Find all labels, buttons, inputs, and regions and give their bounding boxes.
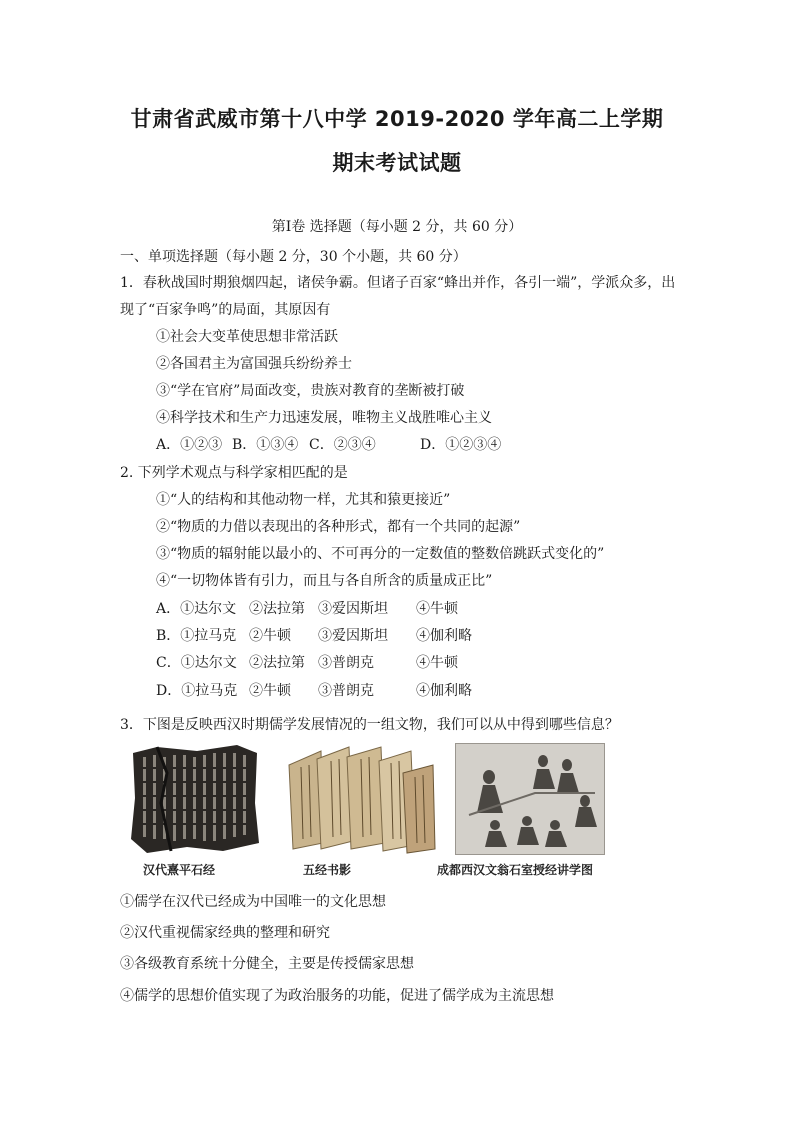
doc-title-line2: 期末考试试题 <box>332 151 462 175</box>
q1-choice-d: D．①②③④ <box>420 437 502 453</box>
section-title: 第Ⅰ卷 选择题（每小题 2 分，共 60 分） <box>271 219 523 235</box>
q2-item: ④“一切物体皆有引力，而且与各自所含的质量成正比” <box>156 573 493 589</box>
q3-figure <box>127 743 605 878</box>
q3-stem: 3．下图是反映西汉时期儒学发展情况的一组文物，我们可以从中得到哪些信息？ <box>120 717 619 733</box>
q2-choice-cell: ②法拉第 <box>249 655 305 671</box>
lecture-relief-image <box>455 743 605 855</box>
q2-choice-cell: ②法拉第 <box>249 601 305 617</box>
q1-stem-line1: 1．春秋战国时期狼烟四起，诸侯争霸。但诸子百家“蜂出并作，各引一端”，学派众多，出 <box>120 275 676 291</box>
q2-choice-cell: ②牛顿 <box>249 628 291 644</box>
q3-item: ③各级教育系统十分健全，主要是传授儒家思想 <box>120 956 414 972</box>
q2-choice-cell: ③普朗克 <box>318 655 374 671</box>
q2-choice-cell: ③普朗克 <box>318 683 374 699</box>
q3-item: ②汉代重视儒家经典的整理和研究 <box>120 925 330 941</box>
q2-item: ③“物质的辐射能以最小的、不可再分的一定数值的整数倍跳跃式变化的” <box>156 546 605 562</box>
q1-choice-b: B．①③④ <box>232 437 299 453</box>
q2-choice-row <box>156 682 556 700</box>
q2-choice-cell: C．①达尔文 <box>156 655 237 671</box>
q3-item: ①儒学在汉代已经成为中国唯一的文化思想 <box>120 894 386 910</box>
q2-choice-cell: D．①拉马克 <box>156 683 238 699</box>
q2-choice-cell: ④牛顿 <box>416 655 458 671</box>
q2-choice-cell: ④伽利略 <box>416 683 472 699</box>
q2-choice-cell: ③爱因斯坦 <box>318 601 388 617</box>
q2-choice-cell: ②牛顿 <box>249 683 291 699</box>
q1-choice-a: A．①②③ <box>156 437 223 453</box>
caption-lecture-relief: 成都西汉文翁石室授经讲学图 <box>437 863 594 877</box>
q2-item: ②“物质的力借以表现出的各种形式，都有一个共同的起源” <box>156 519 521 535</box>
part-title: 一、单项选择题（每小题 2 分，30 个小题，共 60 分） <box>120 249 467 265</box>
q1-item: ③“学在官府”局面改变，贵族对教育的垄断被打破 <box>156 383 465 399</box>
q1-choice-c: C．②③④ <box>309 437 376 453</box>
doc-title-line1: 甘肃省武威市第十八中学 2019-2020 学年高二上学期 <box>130 107 664 131</box>
q2-choice-cell: ③爱因斯坦 <box>318 628 388 644</box>
caption-five-classics: 五经书影 <box>303 863 352 877</box>
five-classics-books-image <box>287 743 437 855</box>
q1-item: ②各国君主为富国强兵纷纷养士 <box>156 356 352 372</box>
q2-choice-row <box>156 627 556 645</box>
stone-classic-image <box>127 743 262 855</box>
q1-item: ④科学技术和生产力迅速发展，唯物主义战胜唯心主义 <box>156 410 492 426</box>
q2-choice-row <box>156 654 556 672</box>
q2-stem: 2. 下列学术观点与科学家相匹配的是 <box>120 465 348 481</box>
q2-item: ①“人的结构和其他动物一样，尤其和猿更接近” <box>156 492 451 508</box>
q2-choice-row <box>156 600 556 618</box>
q1-choices <box>156 436 556 454</box>
q2-choice-cell: A．①达尔文 <box>156 601 237 617</box>
q1-stem-line2: 现了“百家争鸣”的局面，其原因有 <box>120 302 331 318</box>
q3-item: ④儒学的思想价值实现了为政治服务的功能，促进了儒学成为主流思想 <box>120 988 554 1004</box>
caption-stone-classic: 汉代熹平石经 <box>143 863 216 877</box>
q2-choice-cell: B．①拉马克 <box>156 628 237 644</box>
q2-choice-cell: ④牛顿 <box>416 601 458 617</box>
q1-item: ①社会大变革使思想非常活跃 <box>156 329 338 345</box>
q2-choice-cell: ④伽利略 <box>416 628 472 644</box>
